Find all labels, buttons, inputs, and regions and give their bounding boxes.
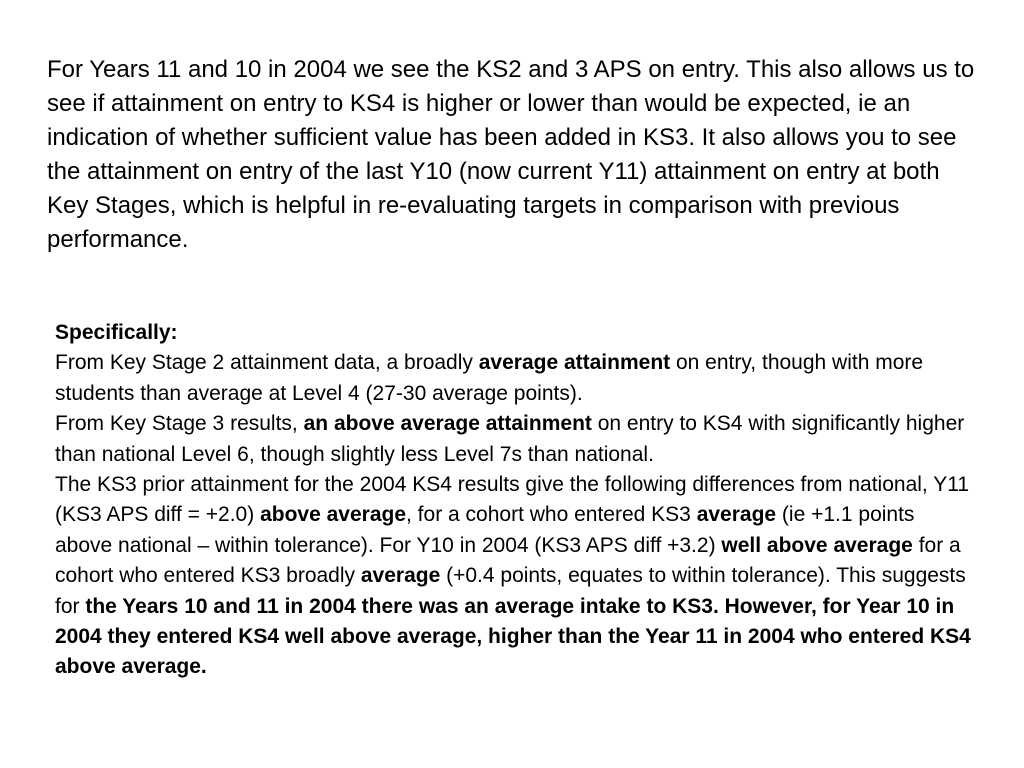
prior-bold-2: average xyxy=(696,503,777,527)
intro-paragraph: For Years 11 and 10 in 2004 we see the KS2 and 3 APS on entry. This also allows us to see if attainment on entry to KS4 is higher or lower than would be expected, ie an indication of whether sufficient value has been added in KS3. It also allows you to see the attainment on entry of the last Y10 (now current Y11) attainment on entry at both Key Stages, which is helpful in re-evaluating targets in comparison with previous performance. xyxy=(47,56,975,253)
prior-paragraph xyxy=(55,470,975,683)
ks2-text-2: on entry, though with more students than average at Level 4 (27-30 average points). xyxy=(55,351,924,405)
prior-text-3: (ie +1.1 points above national – within tolerance). For Y10 in 2004 (KS3 APS diff +3.2) xyxy=(55,503,915,557)
prior-text-4: for a cohort who entered KS3 broadly xyxy=(55,533,961,588)
ks3-text-1: From Key Stage 3 results, xyxy=(55,412,304,436)
details-section xyxy=(55,318,975,683)
prior-bold-5: the Years 10 and 11 in 2004 there was an average intake to KS3. However, for Year 10 in 2004 they entered KS4 well above average, higher than the Year 11 in 2004 who entered KS4 above average. xyxy=(55,594,971,679)
ks3-text-2: on entry to KS4 with significantly higher than national Level 6, though slightly less Level 7s than national. xyxy=(55,412,965,466)
prior-text-2: , for a cohort who entered KS3 xyxy=(406,503,697,527)
prior-text-5: (+0.4 points, equates to within tolerance). This suggests for xyxy=(55,564,966,618)
ks2-bold-1: average attainment xyxy=(478,351,671,375)
prior-bold-3: well above average xyxy=(721,533,913,557)
prior-bold-1: above average xyxy=(260,503,407,527)
ks3-bold-1: an above average attainment xyxy=(303,412,592,436)
prior-text-1: The KS3 prior attainment for the 2004 KS4 results give the following differences from national, Y11 (KS3 APS diff = +2.0) xyxy=(55,473,970,527)
ks2-paragraph xyxy=(55,348,975,409)
details-heading xyxy=(55,318,975,348)
prior-bold-4: average xyxy=(360,564,441,588)
ks3-paragraph xyxy=(55,409,975,470)
ks2-text-1: From Key Stage 2 attainment data, a broadly xyxy=(55,351,479,375)
specifically-heading: Specifically: xyxy=(55,321,178,344)
